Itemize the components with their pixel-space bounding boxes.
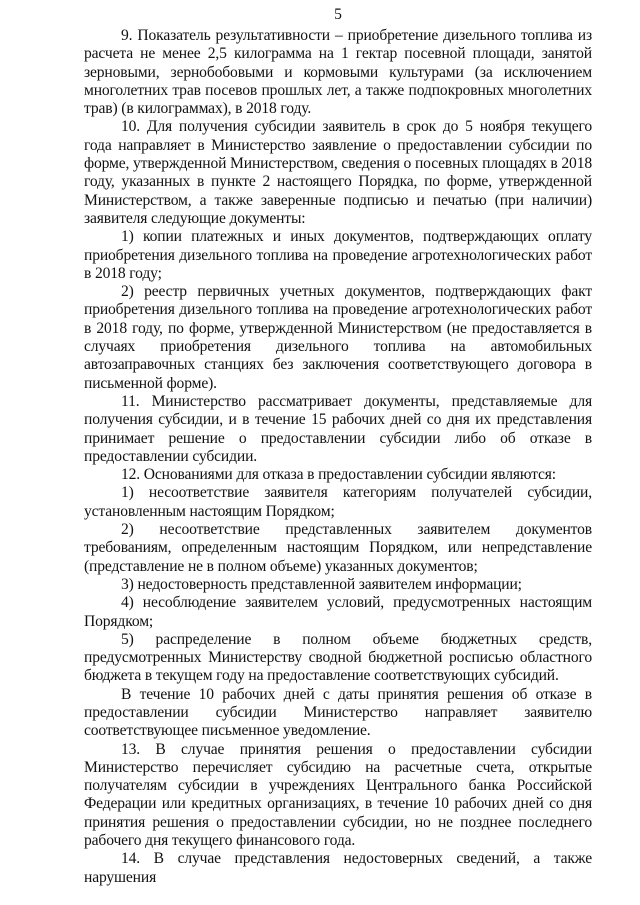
list-item-false-information: 3) недостоверность представленной заявителем информации; bbox=[121, 575, 522, 593]
list-item-conditions-violation: 4) несоблюдение заявителем условий, предусмотренных настоящим Порядком; bbox=[84, 594, 592, 630]
document-page bbox=[84, 0, 592, 887]
page-number: 5 bbox=[334, 6, 342, 23]
paragraph-14-violations: 14. В случае представления недостоверных сведений, а также нарушения bbox=[84, 850, 592, 886]
paragraph-refusal-notice: В течение 10 рабочих дней с даты принятия решения об отказе в предоставлении субсидии Министерство направляет заявителю соответствующее письменное уведомление. bbox=[84, 685, 592, 740]
list-item-category-mismatch: 1) несоответствие заявителя категориям получателей субсидии, установленным настоящим Порядком; bbox=[84, 484, 592, 520]
paragraph-10-application: 10. Для получения субсидии заявитель в срок до 5 ноября текущего года направляет в Министерство заявление о предоставлении субсидии по форме, утвержденной Министерством, сведения о посевных площадях в 2018 году, указанных в пункте 2 настоящего Порядка, по форме, утвержденной Министерством, а также заверенные подписью и печатью (при наличии) заявителя следующие документы: bbox=[84, 118, 592, 227]
paragraph-13-transfer: 13. В случае принятия решения о предоставлении субсидии Министерство перечисляет субсидию на расчетные счета, открытые получателям субсидии в учреждениях Центрального банка Российской Федерации или кредитных организациях, в течение 10 рабочих дней со дня принятия решения о предоставлении субсидии, но не позднее последнего рабочего дня текущего финансового года. bbox=[84, 740, 592, 850]
paragraph-12-refusal-grounds: 12. Основаниями для отказа в предоставлении субсидии являются: bbox=[121, 466, 556, 484]
paragraph-9-performance-indicator: 9. Показатель результативности – приобретение дизельного топлива из расчета не менее 2,5 килограмма на 1 гектар посевной площади, занятой зерновыми, зернобобовыми и кормовыми культурами (за исключением многолетних трав посевов прошлых лет, а также подпокровных многолетних трав) (в килограммах), в 2018 году. bbox=[84, 27, 592, 118]
paragraph-11-review: 11. Министерство рассматривает документы, представляемые для получения субсидии, и в течение 15 рабочих дней со дня их представления принимает решение о предоставлении субсидии либо об отказе в предоставлении субсидии. bbox=[84, 392, 592, 465]
list-item-budget-exhausted: 5) распределение в полном объеме бюджетных средств, предусмотренных Министерству сводной бюджетной росписью областного бюджета в текущем году на предоставление соответствующих субсидий. bbox=[84, 630, 592, 685]
list-item-payment-copies: 1) копии платежных и иных документов, подтверждающих оплату приобретения дизельного топлива на проведение агротехнологических работ в 2018 году; bbox=[84, 228, 592, 282]
list-item-document-mismatch: 2) несоответствие представленных заявителем документов требованиям, определенным настоящим Порядком, или непредставление (представление не в полном объеме) указанных документов; bbox=[84, 521, 592, 575]
list-item-registry: 2) реестр первичных учетных документов, подтверждающих факт приобретения дизельного топлива на проведение агротехнологических работ в 2018 году, по форме, утвержденной Министерством (не предоставляется в случаях приобретения дизельного топлива на автомобильных автозаправочных станциях без заключения соответствующего договора в письменной форме). bbox=[84, 283, 592, 392]
